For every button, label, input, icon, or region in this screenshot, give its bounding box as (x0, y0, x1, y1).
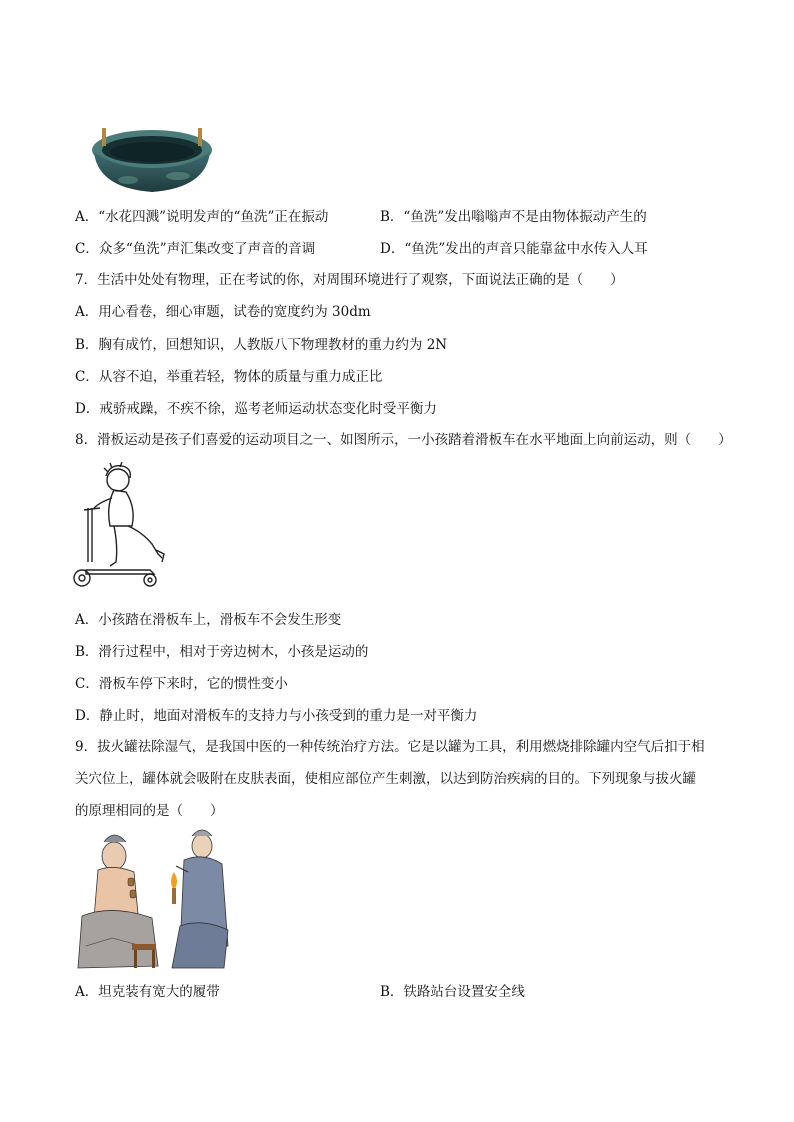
q9-stem-line-1: 9．拔火罐祛除湿气，是我国中医的一种传统治疗方法。它是以罐为工具，利用燃烧排除罐内空气后扣于相 (75, 739, 705, 755)
q6-option-d: D．“鱼洗”发出的声音只能靠盆中水传入人耳 (380, 241, 648, 257)
q8-option-d: D．静止时，地面对滑板车的支持力与小孩受到的重力是一对平衡力 (75, 708, 478, 724)
q7-option-a: A．用心看卷，细心审题，试卷的宽度约为 30dm (75, 304, 371, 320)
q7-option-d: D．戒骄戒躁，不疾不徐，巡考老师运动状态变化时受平衡力 (75, 401, 437, 417)
q8-stem: 8．滑板运动是孩子们喜爱的运动项目之一、如图所示，一小孩踏着滑板车在水平地面上向前运动，则（ ） (75, 432, 732, 448)
q8-option-c: C．滑板车停下来时，它的惯性变小 (75, 676, 288, 692)
scooter-figure (70, 462, 170, 592)
cupping-figure (72, 826, 234, 972)
q6-option-c: C．众多“鱼洗”声汇集改变了声音的音调 (75, 241, 316, 257)
q6-option-b: B．“鱼洗”发出嗡嗡声不是由物体振动产生的 (380, 209, 647, 225)
q7-option-b: B．胸有成竹，回想知识，人教版八下物理教材的重力约为 2N (75, 337, 448, 353)
basin-figure (88, 116, 216, 198)
q7-stem: 7．生活中处处有物理，正在考试的你，对周围环境进行了观察，下面说法正确的是（ ） (75, 272, 624, 288)
q6-option-a: A．“水花四溅”说明发声的“鱼洗”正在振动 (75, 209, 329, 225)
q8-option-a: A．小孩踏在滑板车上，滑板车不会发生形变 (75, 612, 342, 628)
q8-option-b: B．滑行过程中，相对于旁边树木，小孩是运动的 (75, 644, 369, 660)
q7-option-c: C．从容不迫，举重若轻，物体的质量与重力成正比 (75, 369, 383, 385)
q9-stem-line-2: 关穴位上，罐体就会吸附在皮肤表面，使相应部位产生刺激，以达到防治疾病的目的。下列现象与拔火罐 (75, 771, 696, 787)
q9-stem-line-3: 的原理相同的是（ ） (75, 803, 224, 819)
q9-option-b: B．铁路站台设置安全线 (380, 984, 525, 1000)
q9-option-a: A．坦克装有宽大的履带 (75, 984, 220, 1000)
